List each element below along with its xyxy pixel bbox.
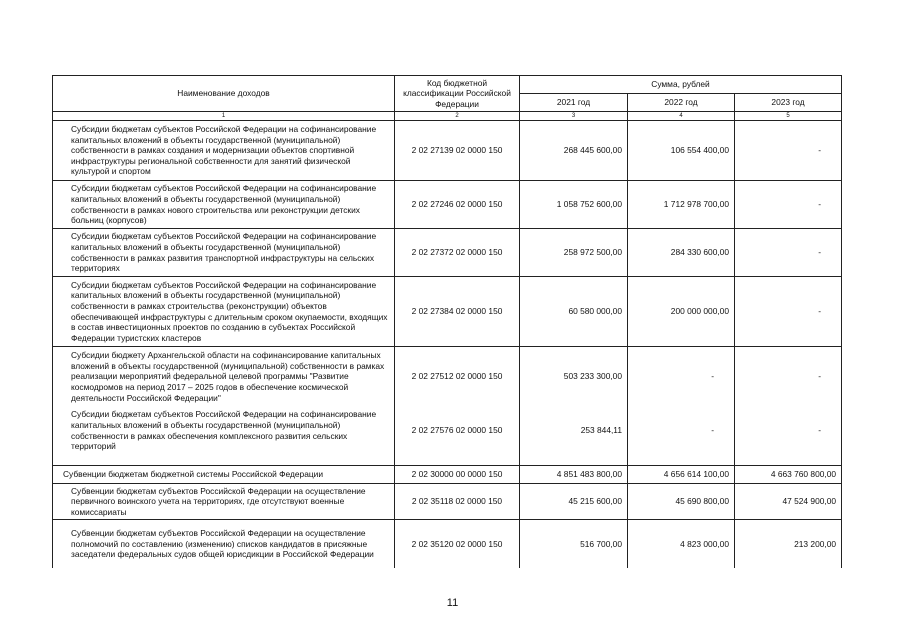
budget-code: 2 02 35120 02 0000 150 bbox=[395, 520, 520, 568]
subtotal-2023: 4 663 760 800,00 bbox=[735, 465, 842, 483]
budget-code: 2 02 35118 02 0000 150 bbox=[395, 483, 520, 520]
amount-2023: - bbox=[735, 229, 842, 277]
table-row bbox=[53, 277, 842, 347]
amount-2022: - bbox=[628, 347, 735, 407]
amount-2022: 284 330 600,00 bbox=[628, 229, 735, 277]
amount-2021: 516 700,00 bbox=[520, 520, 628, 568]
subtotal-2021: 4 851 483 800,00 bbox=[520, 465, 628, 483]
table-row bbox=[53, 520, 842, 568]
amount-2021: 1 058 752 600,00 bbox=[520, 181, 628, 229]
header-sum: Сумма, рублей bbox=[520, 76, 842, 94]
income-name: Субсидии бюджетам субъектов Российской Федерации на софинансирование капитальных вложений в объекты государственной (муниципальной) собственности в рамках нового строительства или реконструкции детских больниц (корпусов) bbox=[53, 181, 395, 229]
budget-code: 2 02 27384 02 0000 150 bbox=[395, 277, 520, 347]
income-name: Субвенции бюджетам субъектов Российской Федерации на осуществление первичного воинского учета на территориях, где отсутствуют военные комиссариаты bbox=[53, 483, 395, 520]
index-col-5: 5 bbox=[735, 112, 842, 121]
header-budget-code: Код бюджетной классификации Российской Федерации bbox=[395, 76, 520, 112]
index-col-2: 2 bbox=[395, 112, 520, 121]
table-row bbox=[53, 407, 842, 455]
budget-code: 2 02 27512 02 0000 150 bbox=[395, 347, 520, 407]
amount-2022: - bbox=[628, 407, 735, 455]
income-table bbox=[52, 75, 842, 568]
amount-2023: - bbox=[735, 277, 842, 347]
amount-2022: 45 690 800,00 bbox=[628, 483, 735, 520]
budget-code: 2 02 27372 02 0000 150 bbox=[395, 229, 520, 277]
income-name: Субсидии бюджетам субъектов Российской Федерации на софинансирование капитальных вложений в объекты государственной (муниципальной) собственности в рамках развития транспортной инфраструктуры на сельских территориях bbox=[53, 229, 395, 277]
table-row bbox=[53, 483, 842, 520]
page-number: 11 bbox=[446, 597, 459, 609]
budget-code: 2 02 27246 02 0000 150 bbox=[395, 181, 520, 229]
header-year-2023: 2023 год bbox=[735, 94, 842, 112]
amount-2023: 213 200,00 bbox=[735, 520, 842, 568]
subtotal-code: 2 02 30000 00 0000 150 bbox=[395, 465, 520, 483]
income-name: Субвенции бюджетам субъектов Российской Федерации на осуществление полномочий по составлению (изменению) списков кандидатов в присяжные заседатели федеральных судов общей юрисдикции в Российской Федерации bbox=[53, 520, 395, 568]
table-row bbox=[53, 347, 842, 407]
amount-2021: 268 445 600,00 bbox=[520, 121, 628, 181]
amount-2023: 47 524 900,00 bbox=[735, 483, 842, 520]
amount-2023: - bbox=[735, 347, 842, 407]
index-col-3: 3 bbox=[520, 112, 628, 121]
amount-2023: - bbox=[735, 121, 842, 181]
budget-code: 2 02 27576 02 0000 150 bbox=[395, 407, 520, 455]
table-row bbox=[53, 121, 842, 181]
amount-2022: 106 554 400,00 bbox=[628, 121, 735, 181]
budget-code: 2 02 27139 02 0000 150 bbox=[395, 121, 520, 181]
index-col-1: 1 bbox=[53, 112, 395, 121]
subtotal-name: Субвенции бюджетам бюджетной системы Российской Федерации bbox=[53, 465, 395, 483]
amount-2022: 1 712 978 700,00 bbox=[628, 181, 735, 229]
amount-2022: 200 000 000,00 bbox=[628, 277, 735, 347]
income-name: Субсидии бюджетам субъектов Российской Федерации на софинансирование капитальных вложений в объекты государственной (муниципальной) собственности в рамках обеспечения комплексного развития сельских территорий bbox=[53, 407, 395, 455]
income-name: Субсидии бюджету Архангельской области на софинансирование капитальных вложений в объекты государственной (муниципальной) собственности в рамках реализации мероприятий федеральной целевой программы "Развитие космодромов на период 2017 – 2025 годов в обеспечение космической деятельности Российской Федерации" bbox=[53, 347, 395, 407]
amount-2021: 60 580 000,00 bbox=[520, 277, 628, 347]
header-year-2022: 2022 год bbox=[628, 94, 735, 112]
subtotal-2022: 4 656 614 100,00 bbox=[628, 465, 735, 483]
income-name: Субсидии бюджетам субъектов Российской Федерации на софинансирование капитальных вложений в объекты государственной (муниципальной) собственности в рамках строительства (реконструкции) объектов обеспечивающей инфраструктуры с длительным сроком окупаемости, входящих в состав инвестиционных проектов по созданию в субъектах Российской Федерации туристских кластеров bbox=[53, 277, 395, 347]
amount-2021: 253 844,11 bbox=[520, 407, 628, 455]
spacer-row bbox=[53, 455, 842, 466]
header-year-2021: 2021 год bbox=[520, 94, 628, 112]
table-row bbox=[53, 181, 842, 229]
amount-2021: 258 972 500,00 bbox=[520, 229, 628, 277]
subtotal-row bbox=[53, 465, 842, 483]
amount-2021: 45 215 600,00 bbox=[520, 483, 628, 520]
index-col-4: 4 bbox=[628, 112, 735, 121]
amount-2021: 503 233 300,00 bbox=[520, 347, 628, 407]
amount-2023: - bbox=[735, 407, 842, 455]
header-income-name: Наименование доходов bbox=[53, 76, 395, 112]
amount-2022: 4 823 000,00 bbox=[628, 520, 735, 568]
income-name: Субсидии бюджетам субъектов Российской Федерации на софинансирование капитальных вложений в объекты государственной (муниципальной) собственности в рамках создания и модернизации объектов спортивной инфраструктуры региональной собственности для занятий физической культурой и спортом bbox=[53, 121, 395, 181]
amount-2023: - bbox=[735, 181, 842, 229]
table-row bbox=[53, 229, 842, 277]
